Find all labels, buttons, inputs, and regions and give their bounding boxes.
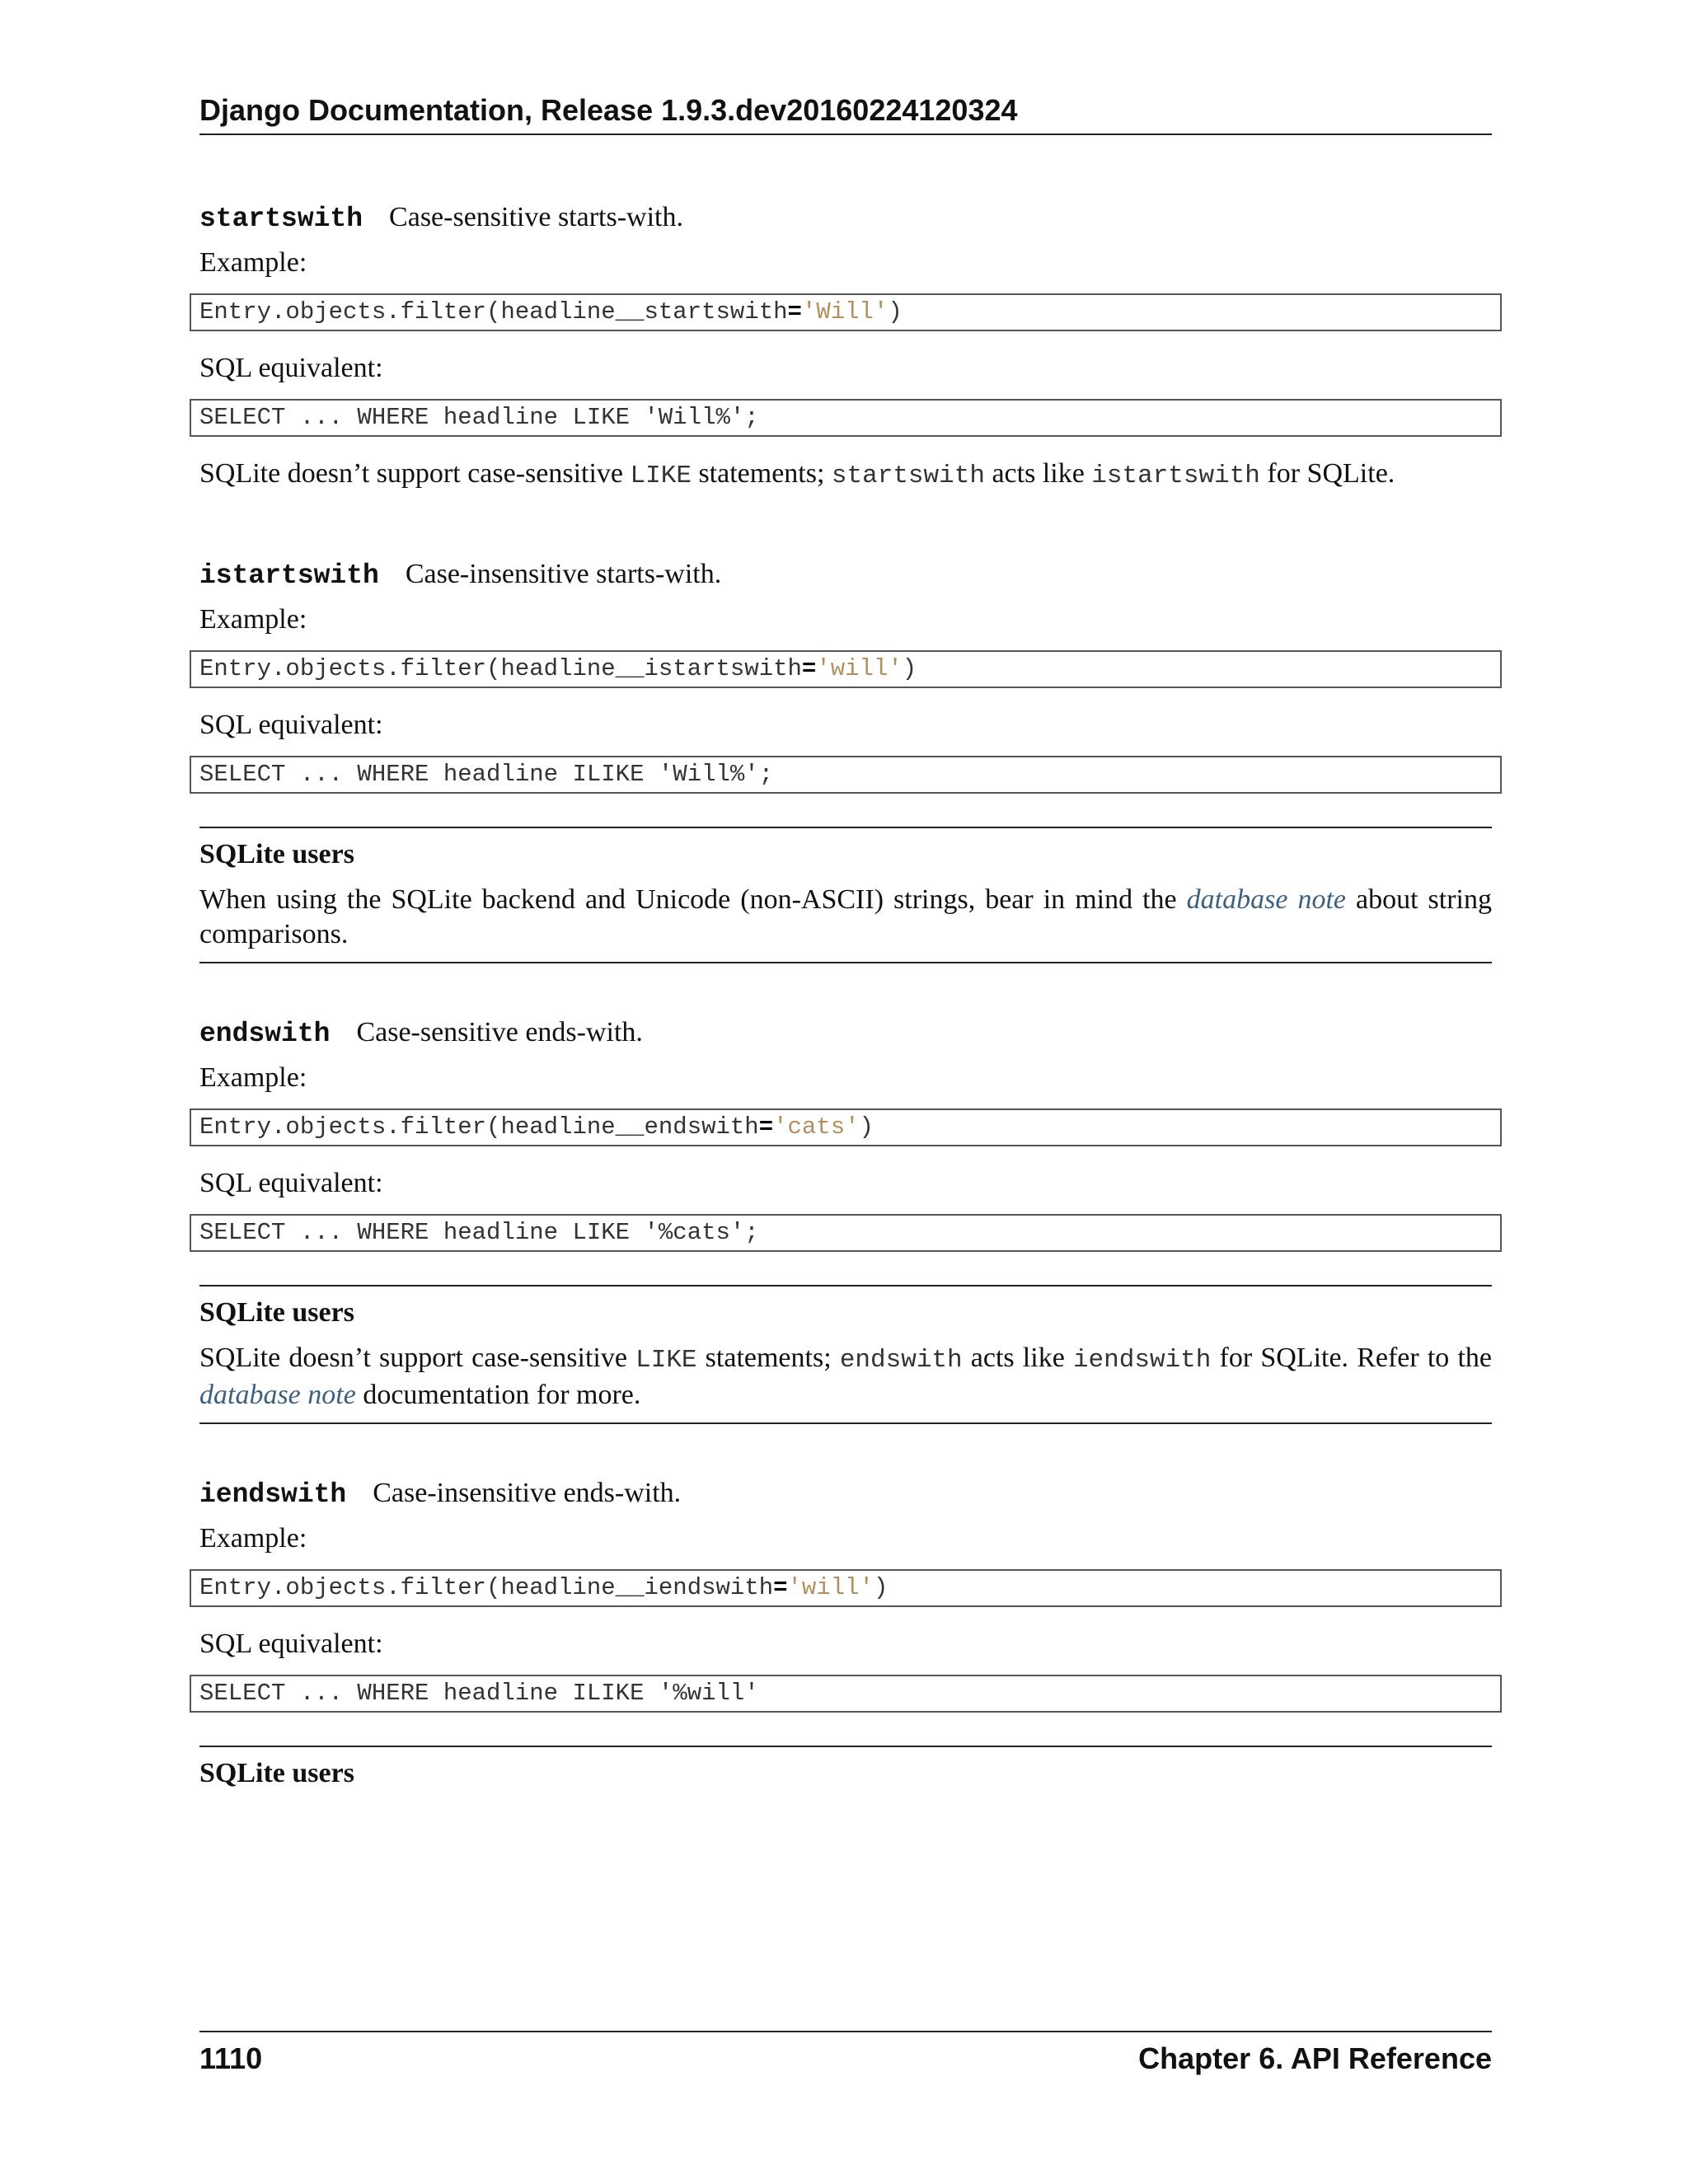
lookup-description: Case-sensitive ends-with. [356,1017,643,1047]
code-block-example [190,1108,1502,1146]
admonition-sqlite-users [199,1746,1492,1807]
admonition-sqlite-users [199,827,1492,963]
code-string: 'will' [787,1574,874,1601]
database-note-link[interactable]: database note [199,1380,356,1410]
code-operator: = [787,298,802,326]
text: SQLite doesn’t support case-sensitive [199,458,631,489]
inline-code: LIKE [630,462,692,490]
lookup-name: istartswith [199,560,379,591]
admonition-title: SQLite users [199,1758,354,1788]
text: for SQLite. [1259,458,1395,489]
code-block-example [190,650,1502,688]
example-label: Example: [199,1062,307,1093]
inline-code: endswith [839,1346,963,1375]
lookup-description: Case-insensitive starts-with. [405,559,722,589]
spacer [199,1424,1492,1474]
code-text: ) [859,1113,874,1141]
text: documentation for more. [355,1380,641,1410]
chapter-title: Chapter 6. API Reference [1138,2041,1492,2075]
text: acts like [984,458,1092,489]
text: statements; [696,1343,840,1373]
code-text: Entry.objects.filter(headline__startswith [199,298,788,326]
lookup-iendswith [199,1474,1492,1515]
code-block-sql: SELECT ... WHERE headline ILIKE 'Will%'; [190,756,1502,794]
code-block-example [190,1569,1502,1607]
page-number: 1110 [199,2041,263,2075]
code-text: ) [888,298,903,326]
text: When using the SQLite backend and Unicode (non-ASCII) strings, bear in mind the [199,884,1187,915]
lookup-istartswith [199,555,1492,596]
inline-code: LIKE [635,1346,697,1375]
inline-code: istartswith [1091,462,1260,490]
code-text: ) [873,1574,889,1601]
spacer [199,505,1492,555]
paragraph-startswith-sqlite [199,457,1492,494]
text: about string comparisons. [199,884,1492,949]
admonition-title: SQLite users [199,1297,354,1328]
code-text: Entry.objects.filter(headline__iendswith [199,1574,774,1601]
database-note-link[interactable]: database note [1186,884,1346,915]
code-string: 'Will' [801,298,889,326]
lookup-startswith [199,198,1492,239]
text: for SQLite. Refer to the [1211,1343,1492,1373]
running-header: Django Documentation, Release 1.9.3.dev20160224120324 [199,91,1492,135]
sql-equivalent-label: SQL equivalent: [199,353,383,383]
code-text: Entry.objects.filter(headline__endswith [199,1113,759,1141]
admonition-title: SQLite users [199,839,354,869]
lookup-endswith [199,1013,1492,1054]
lookup-name: startswith [199,204,363,234]
admonition-sqlite-users [199,1285,1492,1424]
code-text: ) [902,655,917,682]
admonition-body [199,1341,1492,1413]
code-string: 'cats' [773,1113,860,1141]
code-block-sql: SELECT ... WHERE headline ILIKE '%will' [190,1675,1502,1713]
code-operator: = [758,1113,774,1141]
inline-code: startswith [831,462,985,490]
code-string: 'will' [816,655,903,682]
code-text: Entry.objects.filter(headline__istartswith [199,655,802,682]
lookup-name: iendswith [199,1479,347,1510]
example-label: Example: [199,247,307,278]
lookup-description: Case-sensitive starts-with. [389,202,683,232]
sql-equivalent-label: SQL equivalent: [199,710,383,740]
code-block-example [190,293,1502,331]
text: acts like [962,1343,1073,1373]
page-footer [199,2031,1492,2077]
text: SQLite doesn’t support case-sensitive [199,1343,636,1373]
code-block-sql: SELECT ... WHERE headline LIKE 'Will%'; [190,399,1502,437]
text: statements; [691,458,832,489]
spacer [199,963,1492,1013]
sql-equivalent-label: SQL equivalent: [199,1629,383,1659]
page-content [199,198,1492,1807]
example-label: Example: [199,1523,307,1554]
sql-equivalent-label: SQL equivalent: [199,1168,383,1198]
code-block-sql: SELECT ... WHERE headline LIKE '%cats'; [190,1214,1502,1252]
admonition-body [199,883,1492,952]
code-operator: = [773,1574,788,1601]
lookup-name: endswith [199,1019,331,1049]
code-operator: = [801,655,817,682]
lookup-description: Case-insensitive ends-with. [373,1478,682,1508]
inline-code: iendswith [1072,1346,1212,1375]
example-label: Example: [199,604,307,635]
